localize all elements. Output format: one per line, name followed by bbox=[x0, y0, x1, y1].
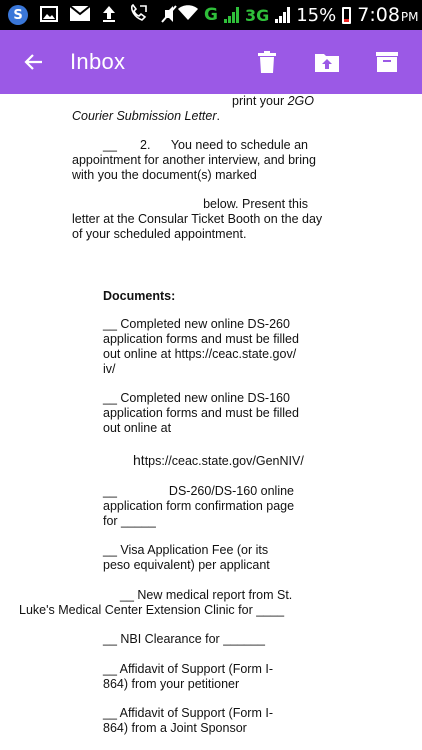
doc4-line1: __ Visa Application Fee (or its bbox=[103, 543, 269, 557]
doc1-line3: out online at https://ceac.state.gov/ bbox=[103, 347, 297, 361]
arrow-left-icon[interactable] bbox=[20, 48, 48, 76]
item2-line5: letter at the Consular Ticket Booth on the day bbox=[72, 212, 323, 226]
doc1-line2: application forms and must be filled bbox=[103, 332, 299, 346]
doc2-line3: out online at bbox=[103, 421, 172, 435]
network-g-label: G bbox=[204, 5, 218, 25]
item2-line3: with you the document(s) marked bbox=[72, 168, 257, 182]
network-3g-label: 3G bbox=[244, 5, 270, 25]
doc4-line2: peso equivalent) per applicant bbox=[103, 558, 270, 572]
mute-icon bbox=[160, 4, 178, 27]
doc7-line1: __ Affidavit of Support (Form I- bbox=[103, 662, 273, 676]
doc3-line1: DS-260/DS-160 online bbox=[168, 484, 294, 498]
item2-line1: You need to schedule an bbox=[170, 138, 308, 152]
doc7-line2: 864) from your petitioner bbox=[103, 677, 240, 691]
archive-icon[interactable] bbox=[374, 49, 400, 75]
doc1-line4: iv/ bbox=[103, 362, 116, 376]
doc3-line3: for _____ bbox=[103, 514, 156, 528]
doc2-line1: __ Completed new online DS-160 bbox=[103, 391, 290, 405]
doc6-line1: __ NBI Clearance for ______ bbox=[103, 632, 265, 646]
move-to-folder-icon[interactable] bbox=[314, 49, 340, 75]
doc-intro-line1: print your 2GO bbox=[232, 94, 314, 108]
doc3-line2: application form confirmation page bbox=[103, 499, 295, 513]
doc8-line2: 864) from a Joint Sponsor bbox=[103, 721, 247, 735]
signal-bars-icon bbox=[224, 7, 239, 23]
email-body bbox=[0, 94, 422, 750]
battery-icon bbox=[342, 7, 351, 24]
clock: 7:08PM bbox=[357, 4, 419, 26]
signal-bars-2-icon bbox=[275, 7, 290, 23]
doc3-blank: __ bbox=[103, 484, 117, 498]
doc-intro-line2: Courier Submission Letter. bbox=[72, 109, 220, 123]
s-app-icon: S bbox=[8, 5, 28, 25]
doc1-line1: __ Completed new online DS-260 bbox=[103, 317, 290, 331]
mail-icon bbox=[70, 6, 90, 24]
item2-blank: __ bbox=[103, 138, 117, 152]
upload-icon bbox=[102, 5, 116, 26]
item2-line4: below. Present this bbox=[203, 197, 308, 211]
doc2-url: https://ceac.state.gov/GenNIV/ bbox=[133, 452, 304, 468]
documents-heading: Documents: bbox=[103, 289, 176, 303]
doc8-line1: __ Affidavit of Support (Form I- bbox=[103, 706, 273, 720]
wifi-icon bbox=[178, 5, 198, 25]
notification-icons bbox=[0, 4, 178, 27]
status-bar bbox=[0, 0, 422, 30]
page-title: Inbox bbox=[70, 49, 126, 74]
doc2-line2: application forms and must be filled bbox=[103, 406, 299, 420]
image-icon bbox=[40, 6, 58, 25]
battery-percent: 15% bbox=[296, 4, 337, 26]
item2-line2: appointment for another interview, and bring bbox=[72, 153, 316, 167]
toolbar-actions bbox=[254, 49, 422, 75]
call-forward-icon bbox=[128, 4, 148, 27]
app-bar bbox=[0, 30, 422, 94]
item2-line6: of your scheduled appointment. bbox=[72, 227, 247, 241]
doc5-line1: __ New medical report from St. bbox=[120, 588, 293, 602]
item2-number: 2. bbox=[140, 138, 151, 152]
doc5-line2: Luke's Medical Center Extension Clinic for ____ bbox=[19, 603, 285, 617]
delete-icon[interactable] bbox=[254, 49, 280, 75]
system-icons bbox=[178, 4, 422, 26]
